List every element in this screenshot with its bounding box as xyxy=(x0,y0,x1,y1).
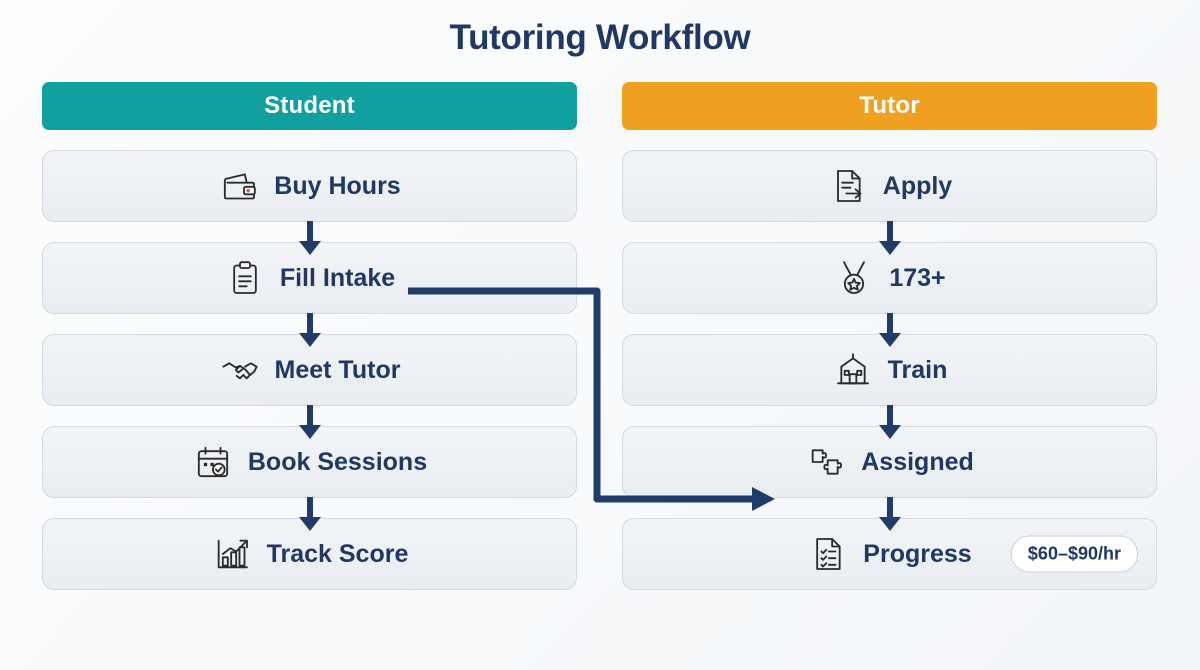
step-apply[interactable] xyxy=(622,150,1157,222)
column-header-tutor: Tutor xyxy=(622,82,1157,130)
step-label: Buy Hours xyxy=(274,171,401,200)
arrow-down-icon xyxy=(873,497,907,542)
wallet-icon xyxy=(218,165,260,207)
step-label: Train xyxy=(887,355,948,384)
clipboard-icon xyxy=(224,257,266,299)
arrow-down-icon xyxy=(293,497,327,542)
step-buy-hours[interactable] xyxy=(42,150,577,222)
step-label: Apply xyxy=(882,171,953,200)
status-badge-rate: $60–$90/hr xyxy=(1011,536,1138,573)
puzzle-icon xyxy=(805,441,847,483)
arrow-down-icon xyxy=(293,405,327,450)
handshake-icon xyxy=(219,349,261,391)
step-label: Progress xyxy=(863,539,972,568)
growth-chart-icon xyxy=(211,533,253,575)
medal-icon xyxy=(833,257,875,299)
arrow-down-icon xyxy=(873,221,907,266)
checklist-icon xyxy=(807,533,849,575)
step-label: Track Score xyxy=(266,539,409,568)
step-label: Book Sessions xyxy=(247,447,428,476)
school-icon xyxy=(832,349,874,391)
step-label: Assigned xyxy=(861,447,974,476)
arrow-down-icon xyxy=(293,221,327,266)
page-title: Tutoring Workflow xyxy=(449,18,751,57)
step-label: Fill Intake xyxy=(279,263,396,292)
document-send-icon xyxy=(827,165,869,207)
step-label: 173+ xyxy=(889,263,946,292)
column-header-student: Student xyxy=(42,82,577,130)
arrow-down-icon xyxy=(873,405,907,450)
arrow-down-icon xyxy=(293,313,327,358)
column-student xyxy=(42,82,577,590)
step-label: Meet Tutor xyxy=(274,355,401,384)
arrow-down-icon xyxy=(873,313,907,358)
column-tutor xyxy=(622,82,1157,590)
calendar-check-icon xyxy=(192,441,234,483)
